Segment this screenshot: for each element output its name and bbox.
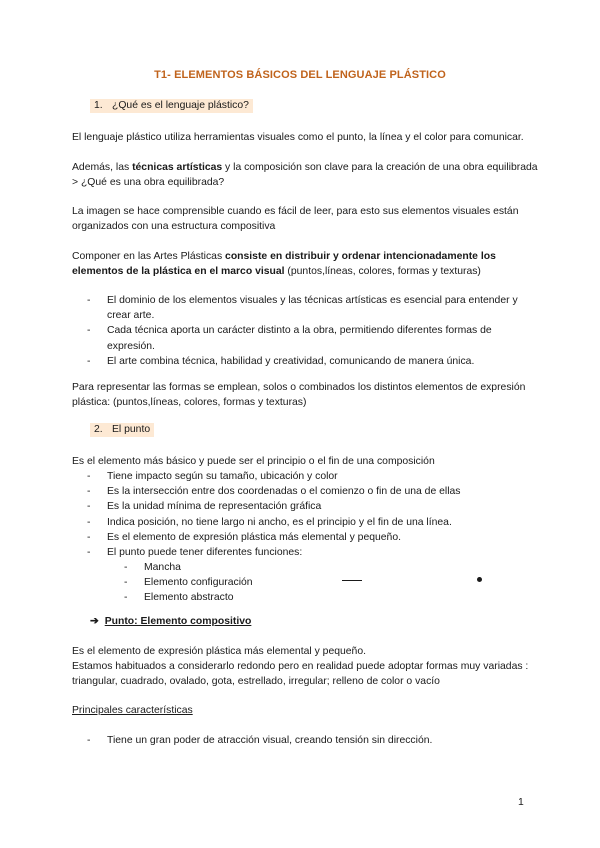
- section-2-heading: [90, 424, 154, 435]
- list-item: - El punto puede tener diferentes funciones:: [87, 545, 542, 560]
- paragraph: El lenguaje plástico utiliza herramientas visuales como el punto, la línea y el color para comunicar.: [72, 132, 524, 143]
- list-item: - Elemento abstracto: [124, 590, 424, 605]
- list-item: - Mancha: [124, 560, 424, 575]
- bullet-list: [87, 469, 542, 560]
- paragraph: Componer en las Artes Plásticas consiste en distribuir y ordenar intencionadamente los elementos de la plástica en el marco visual (puntos,líneas, colores, formas y texturas): [72, 251, 496, 278]
- list-item: - El arte combina técnica, habilidad y creatividad, comunicando de manera única.: [87, 354, 542, 369]
- list-item: - Cada técnica aporta un carácter distinto a la obra, permitiendo diferentes formas de expresión.: [87, 323, 542, 353]
- paragraph: Además, las técnicas artísticas y la composición son clave para la creación de una obra equilibrada > ¿Qué es una obra equilibrada?: [72, 162, 538, 189]
- arrow-right-icon: ➔: [90, 616, 99, 627]
- list-item: - Es la intersección entre dos coordenadas o el comienzo o fin de una de ellas: [87, 484, 542, 499]
- paragraph: Es el elemento más básico y puede ser el principio o el fin de una composición: [72, 456, 435, 467]
- list-item: - El dominio de los elementos visuales y las técnicas artísticas es esencial para entender y crear arte.: [87, 293, 542, 323]
- list-item: - Tiene impacto según su tamaño, ubicación y color: [87, 469, 542, 484]
- paragraph: Para representar las formas se emplean, solos o combinados los distintos elementos de expresión plástica: (puntos,líneas, colores, formas y texturas): [72, 382, 526, 409]
- sub-bullet-list: [124, 560, 424, 606]
- paragraph: Estamos habituados a considerarlo redondo pero en realidad puede adoptar formas muy variadas : triangular, cuadrado, ovalado, gota, estrellado, irregular; relleno de color o vacío: [72, 661, 529, 688]
- list-item: - Indica posición, no tiene largo ni ancho, es el principio y el fin de una línea.: [87, 515, 542, 530]
- arrow-heading: [90, 615, 251, 627]
- section-1-heading-text: ¿Qué es el lenguaje plástico?: [112, 100, 249, 111]
- page-number: 1: [518, 797, 524, 808]
- short-line-mark: [342, 580, 362, 581]
- arrow-heading-text: Punto: Elemento compositivo: [104, 616, 252, 627]
- subheading: Principales características: [72, 705, 193, 716]
- section-2-heading-text: El punto: [112, 424, 151, 435]
- paragraph: Es el elemento de expresión plástica más elemental y pequeño.: [72, 646, 366, 657]
- section-1-number: 1.: [94, 100, 103, 111]
- section-2-number: 2.: [94, 424, 103, 435]
- bullet-list: [87, 293, 542, 369]
- dot-mark: [477, 577, 482, 582]
- list-item: - Es el elemento de expresión plástica más elemental y pequeño.: [87, 530, 542, 545]
- list-item: - Tiene un gran poder de atracción visual, creando tensión sin dirección.: [87, 733, 542, 748]
- section-1-heading: [90, 100, 253, 111]
- page-title: T1- ELEMENTOS BÁSICOS DEL LENGUAJE PLÁSTICO: [154, 69, 446, 81]
- bullet-list: [87, 733, 542, 748]
- list-item: - Elemento configuración: [124, 575, 424, 590]
- list-item: - Es la unidad mínima de representación gráfica: [87, 499, 542, 514]
- paragraph: La imagen se hace comprensible cuando es fácil de leer, para esto sus elementos visuales están organizados con una estructura compositiva: [72, 206, 519, 233]
